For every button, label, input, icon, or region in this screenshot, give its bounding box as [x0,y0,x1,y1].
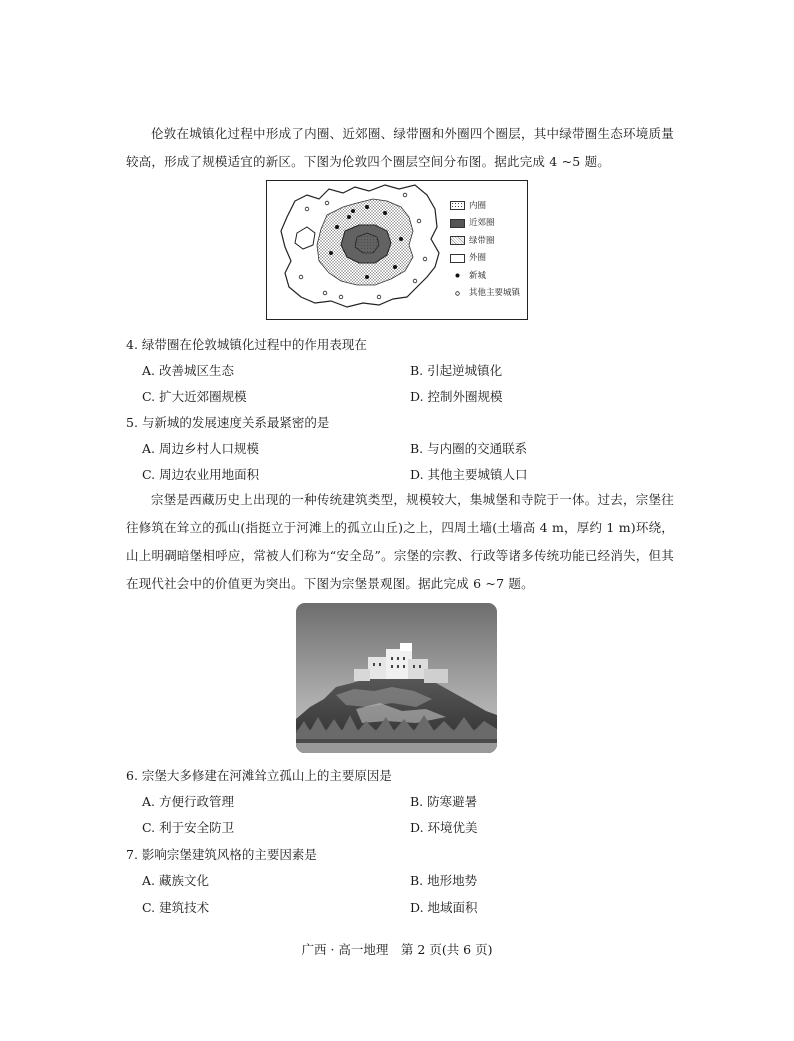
q4-option-b[interactable]: B. 引起逆城镇化 [410,363,503,378]
legend-label-other-town: 其他主要城镇 [469,288,521,299]
q4-stem: 4. 绿带圈在伦敦城镇化过程中的作用表现在 [126,337,367,352]
legend-outer [450,250,520,268]
intro-paragraph-6-7 [126,486,674,598]
q7-stem: 7. 影响宗堡建筑风格的主要因素是 [126,847,317,862]
q4-option-d[interactable]: D. 控制外圈规模 [410,389,503,404]
page-footer: 广西 · 高一地理 第 2 页(共 6 页) [301,941,493,957]
legend-suburban [450,215,520,233]
q5-stem: 5. 与新城的发展速度关系最紧密的是 [126,415,330,430]
intro-6-7-line1: 宗堡是西藏历史上出现的一种传统建筑类型，规模较大，集城堡和寺院于一体。过去，宗堡 [151,492,662,507]
legend-label-new-town: 新城 [469,270,487,281]
q7-option-a[interactable]: A. 藏族文化 [142,873,209,888]
q5-option-a[interactable]: A. 周边乡村人口规模 [142,441,259,456]
q5-option-d[interactable]: D. 其他主要城镇人口 [410,467,528,482]
q6-option-a[interactable]: A. 方便行政管理 [142,794,234,809]
legend-inner [450,197,520,215]
legend-label-outer: 外圈 [469,253,487,264]
q7-option-b[interactable]: B. 地形地势 [410,873,478,888]
legend-new-town [450,267,520,285]
legend-label-inner: 内圈 [469,200,487,211]
legend-dot-other-town [450,291,465,296]
q5-option-b[interactable]: B. 与内圈的交通联系 [410,441,528,456]
q4-option-c[interactable]: C. 扩大近郊圈规模 [142,389,247,404]
legend-greenbelt [450,232,520,250]
legend-other-town [450,285,520,303]
q6-option-b[interactable]: B. 防寒避暑 [410,794,478,809]
intro-6-7-line4: 失，但其在现代社会中的价值更为突出。下图为宗堡景观图。据此完成 6 ~7 题。 [126,548,674,591]
legend-label-greenbelt: 绿带圈 [469,235,495,246]
legend-dot-new-town [450,273,465,278]
intro-6-7-line3: 绕，山上明碉暗堡相呼应，常被人们称为“安全岛”。宗堡的宗教、行政等诸多传统功能已经消 [126,520,674,563]
inner-ring-shape [355,233,379,253]
intro-4-5-line2: 质量较高，形成了规模适宜的新区。下图为伦敦四个圈层空间分布图。据此完成 4 ~5 题。 [126,126,674,169]
dzong-photo-drawing [296,603,497,753]
q5-option-c[interactable]: C. 周边农业用地面积 [142,467,260,482]
map-legend [450,197,520,302]
q4-option-a[interactable]: A. 改善城区生态 [142,363,234,378]
legend-swatch-greenbelt [450,236,465,245]
intro-4-5-line1: 伦敦在城镇化过程中形成了内圈、近郊圈、绿带圈和外圈四个圈层，其中绿带圈生态环境 [151,126,649,141]
london-circles-map [266,180,528,320]
dzong-landscape-photo [296,603,497,753]
q7-option-c[interactable]: C. 建筑技术 [142,900,210,915]
q7-option-d[interactable]: D. 地域面积 [410,900,478,915]
legend-swatch-suburban [450,219,465,228]
intro-paragraph-4-5 [126,120,674,176]
q6-stem: 6. 宗堡大多修建在河滩耸立孤山上的主要原因是 [126,768,392,783]
q6-option-c[interactable]: C. 利于安全防卫 [142,820,235,835]
intro-6-7-line2: 往往修筑在耸立的孤山(指挺立于河滩上的孤立山丘)之上，四周土墙(土墙高 4 m，厚约 1 m)环 [126,492,674,535]
q6-option-d[interactable]: D. 环境优美 [410,820,478,835]
legend-swatch-inner [450,201,465,210]
legend-label-suburban: 近郊圈 [469,218,495,229]
legend-swatch-outer [450,254,465,263]
